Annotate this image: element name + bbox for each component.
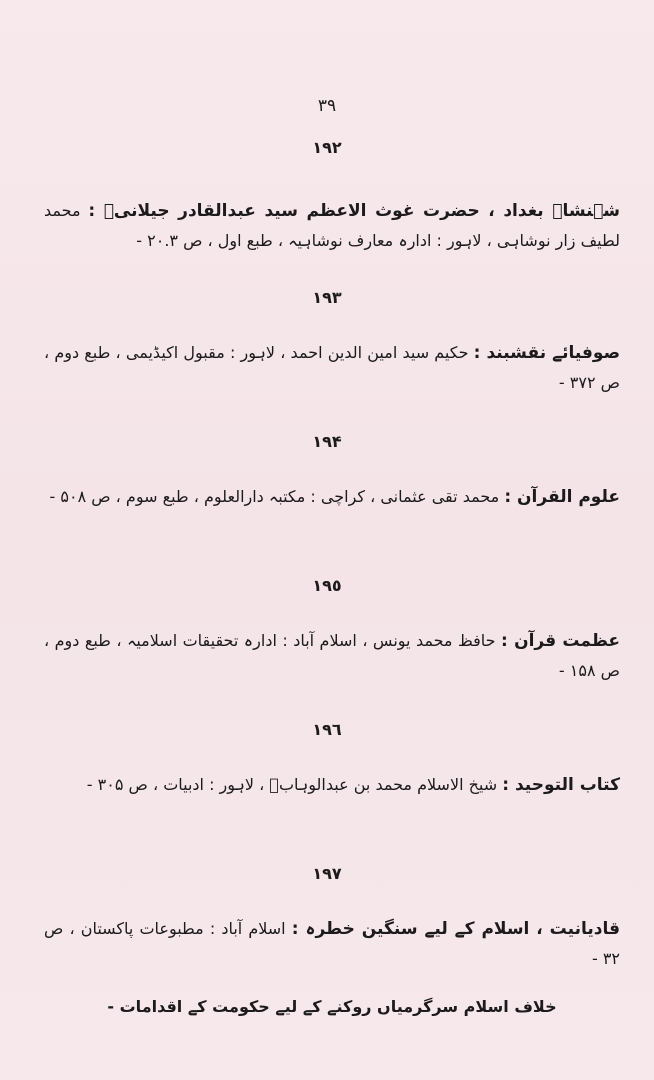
entry-body: اسلام آباد : مطبوعات پاکستان ، ص ۳۲ - [44,919,620,968]
entry-196 [44,770,620,800]
entry-title: کتاب التوحید : [502,775,620,795]
entry-body: محمد لطیف زار نوشاہی ، لاہور : ادارہ معارف نوشاہیہ ، طبع اول ، ص ۲۰.۳ - [44,201,620,250]
entry-195 [44,626,620,686]
entry-192 [44,196,620,256]
entry-193 [44,338,620,398]
entry-number-194: ١٩۴ [312,432,342,451]
entry-title: عظمت قرآن : [501,631,620,651]
entry-title: علوم القرآن : [504,487,620,507]
entry-number-196: ١٩٦ [312,720,342,739]
entry-number-192: ١٩٢ [312,138,342,157]
entry-body: حکیم سید امین الدین احمد ، لاہور : مقبول اکیڈیمی ، طبع دوم ، ص ۳۷۲ - [44,343,620,392]
entry-title: قادیانیت ، اسلام کے لیے سنگین خطرہ : [291,919,621,939]
entry-title: شہنشاہ بغداد ، حضرت غوث الاعظم سید عبدالقادر جیلانیؒ : [88,201,620,221]
entry-number-195: ١٩٥ [312,576,342,595]
entry-body: شیخ الاسلام محمد بن عبدالوہابؒ ، لاہور : ادبیات ، ص ۳۰۵ - [86,775,498,794]
entry-number-197: ١٩٧ [312,864,342,883]
entry-title: صوفیائے نقشبند : [473,343,620,363]
entry-194 [44,482,620,512]
page-number: ٣٩ [317,96,337,116]
entry-body: محمد تقی عثمانی ، کراچی : مکتبہ دارالعلوم ، طبع سوم ، ص ۵۰۸ - [49,487,500,506]
entry-197 [44,914,620,974]
entry-body: حافظ محمد یونس ، اسلام آباد : ادارہ تحقیقات اسلامیہ ، طبع دوم ، ص ۱۵۸ - [44,631,620,680]
entry-number-193: ١٩٣ [312,288,342,307]
closing-note: خلاف اسلام سرگرمیاں روکنے کے لیے حکومت کے اقدامات - [107,997,557,1016]
